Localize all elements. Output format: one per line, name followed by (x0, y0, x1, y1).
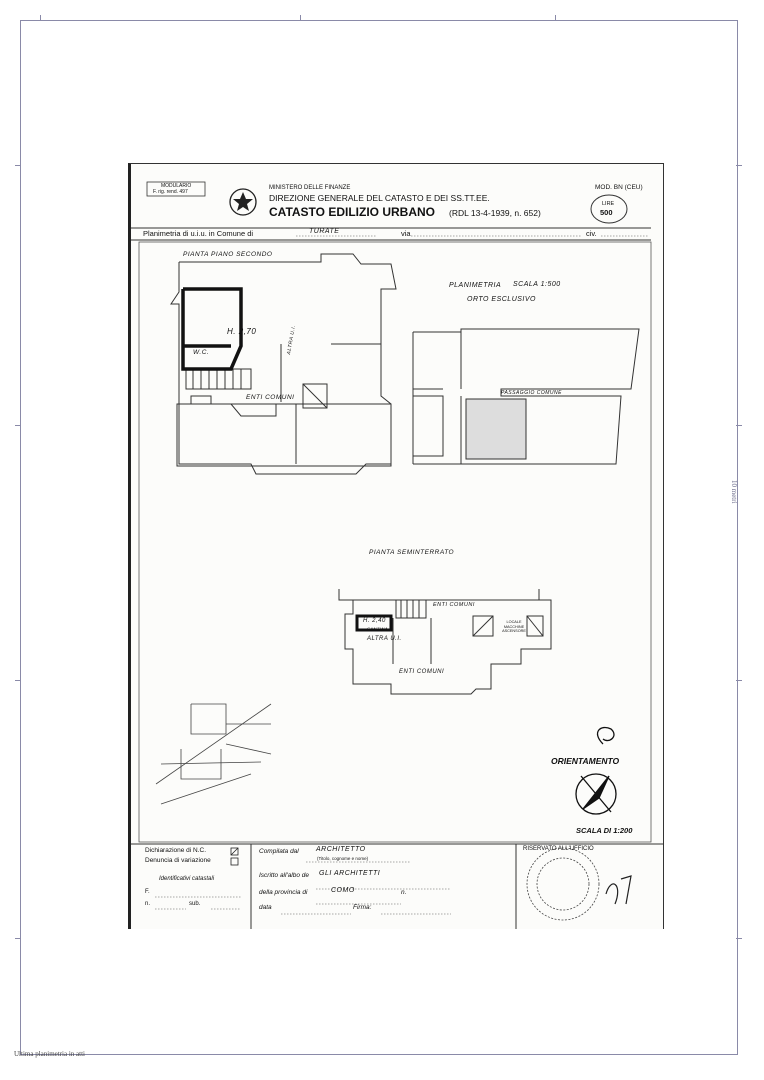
scale-500-label: SCALA 1:500 (513, 281, 561, 288)
ruler-tick (736, 165, 742, 166)
ruler-tick (15, 165, 21, 166)
second-floor-title: PIANTA PIANO SECONDO (183, 251, 273, 258)
comune-value: TURATE (309, 228, 340, 235)
iscritto-value: GLI ARCHITETTI (319, 870, 381, 877)
lire-label: LIRE (602, 201, 615, 207)
cantina-label: CANTINA (367, 626, 389, 631)
passaggio-comune-label: PASSAGGIO COMUNE (501, 390, 562, 396)
document-title: CATASTO EDILIZIO URBANO (269, 205, 435, 219)
titolo-note: (Titolo, cognome e nome) (317, 856, 369, 861)
ruler-tick (15, 938, 21, 939)
modulario-label: MODULARIO (161, 183, 192, 189)
variazione-checkbox (231, 858, 238, 865)
provincia-label: della provincia di (259, 889, 308, 896)
north-arrow-icon (576, 727, 616, 814)
floor-plan-drawing (131, 164, 663, 929)
ruler-tick (15, 425, 21, 426)
provincia-value: COMO (331, 887, 355, 894)
f-label: F. (145, 889, 150, 895)
modulario-ref: F. rig. rend. 497 (153, 189, 188, 195)
ruler-tick (40, 15, 41, 21)
enti-comuni-label: ENTI COMUNI (246, 394, 295, 401)
signature-mark (606, 876, 631, 904)
ruler-tick (300, 15, 301, 21)
ruler-tick (736, 938, 742, 939)
ruler-tick (736, 680, 742, 681)
data-label: data (259, 904, 272, 911)
law-reference: (RDL 13-4-1939, n. 652) (449, 208, 541, 218)
ruler-tick (555, 15, 556, 21)
altra-ui-basement-label: ALTRA U.I. (367, 636, 402, 642)
enti-comuni-basement-bottom: ENTI COMUNI (399, 669, 445, 675)
riservato-label: RISERVATO ALL'UFFICIO (523, 846, 594, 852)
site-plan (413, 329, 639, 464)
direction-label: DIREZIONE GENERALE DEL CATASTO E DEI SS.TT.EE. (269, 193, 490, 203)
dichiarazione-nc-label: Dichiarazione di N.C. (145, 847, 207, 854)
civ-label: civ. (586, 229, 597, 238)
republic-emblem-icon (230, 189, 256, 215)
altra-ui-label: ALTRA U.I. (286, 324, 298, 356)
office-stamp-icon (527, 848, 599, 920)
albo-number-label: n. (401, 889, 407, 896)
basement-title: PIANTA SEMINTERRATO (369, 549, 455, 556)
wc-label: W.C. (193, 349, 210, 356)
scanned-form (128, 163, 664, 929)
footer-note: Ultima planimetria in atti (14, 1050, 85, 1058)
planimetria-comune-label: Planimetria di u.i.u. in Comune di (143, 229, 254, 238)
ministry-label: MINISTERO DELLE FINANZE (269, 185, 351, 191)
planimetria-label: PLANIMETRIA (449, 282, 502, 289)
orientation-label: ORIENTAMENTO (551, 756, 620, 766)
second-floor-plan (171, 254, 396, 474)
identificativi-label: Identificativi catastali (159, 876, 215, 882)
via-label: via (401, 229, 411, 238)
scale-200-label: SCALA DI 1:200 (576, 826, 633, 835)
denuncia-variazione-label: Denuncia di variazione (145, 857, 211, 864)
locale-macchine-label: LOCALE MACCHINE ASCENSORE (502, 620, 526, 633)
orto-esclusivo-label: ORTO ESCLUSIVO (467, 296, 536, 303)
model-code: MOD. BN (CEU) (595, 184, 643, 191)
n-label: n. (145, 901, 151, 907)
enti-comuni-basement-top: ENTI COMUNI (433, 602, 475, 608)
iscritto-label: Iscritto all'albo de (259, 872, 310, 879)
compilata-label: Compilata dal (259, 848, 299, 855)
sub-label: sub. (189, 901, 201, 907)
lire-value: 500 (600, 208, 613, 217)
height-label: H. 2,70 (227, 327, 257, 336)
location-map (156, 704, 271, 804)
compilata-value: ARCHITETTO (316, 846, 366, 853)
firma-label: Firma: (353, 904, 372, 911)
height-basement-label: H. 2,40 (363, 618, 386, 624)
scale-bar-label: 10 metri (730, 480, 738, 504)
ruler-tick (15, 680, 21, 681)
